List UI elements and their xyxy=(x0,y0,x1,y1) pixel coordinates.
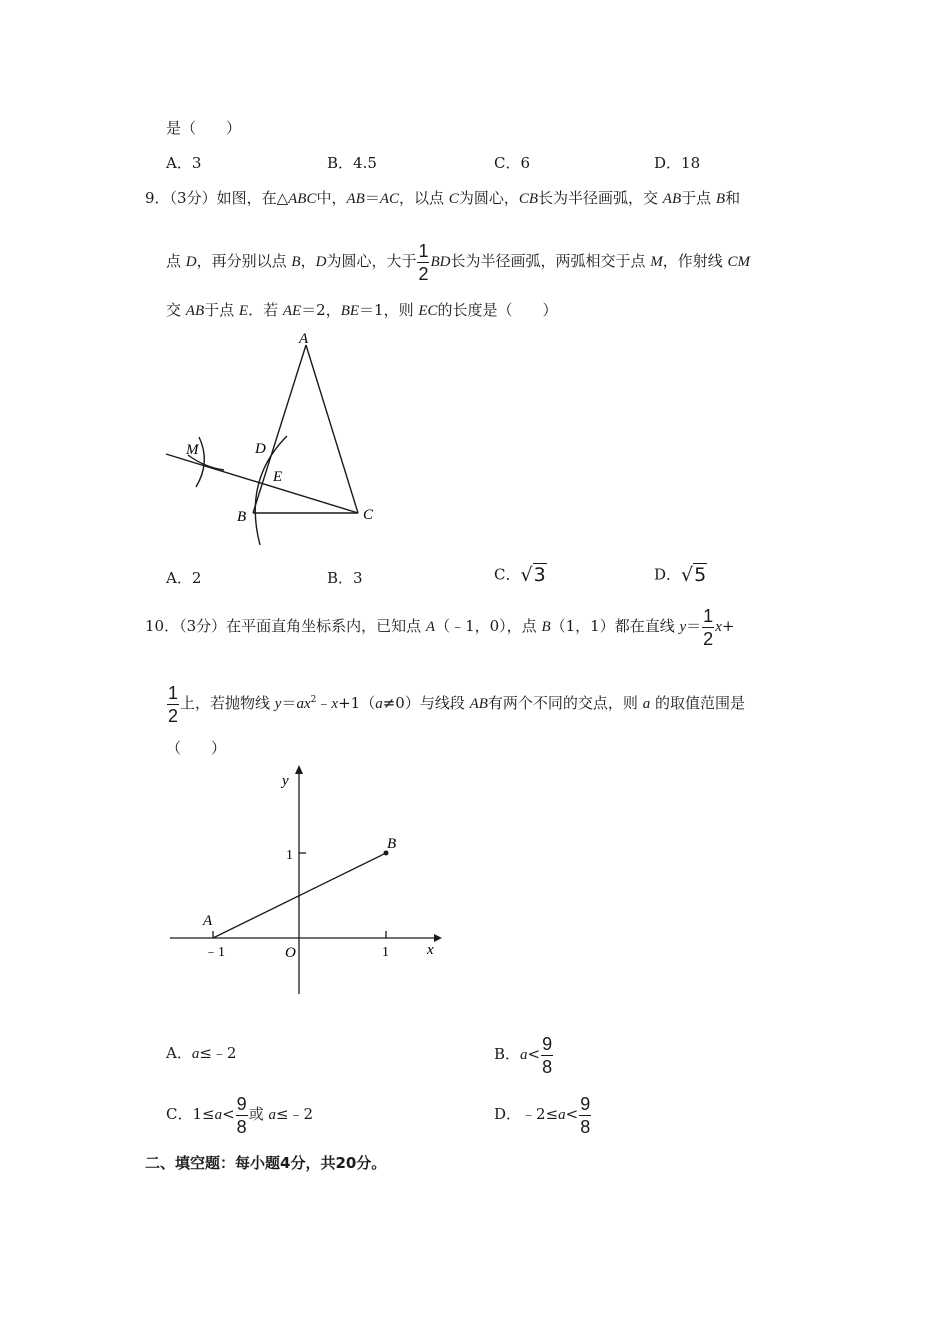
ray-cm xyxy=(166,454,358,513)
q10-option-b: B．a< $\frac{9}{8}$ xyxy=(494,1033,553,1077)
section-2-heading: 二、填空题：每小题4分，共20分。 xyxy=(145,1154,387,1172)
label-b: B xyxy=(237,509,247,525)
x-label: x xyxy=(427,942,434,958)
q8-option-d: D．18 xyxy=(654,154,701,172)
y-tick-1-label: 1 xyxy=(286,848,293,863)
q10-option-d: D．﹣2≤a< $\frac{9}{8}$ xyxy=(494,1093,591,1137)
q10-option-c: C．1≤a< $\frac{9}{8}$ 或 a≤﹣2 xyxy=(166,1093,314,1137)
x-arrow-icon xyxy=(434,934,442,942)
q9-option-c: C．√3 xyxy=(494,564,546,586)
origin-label: O xyxy=(285,945,296,961)
q10-coordinate-graph xyxy=(0,760,950,1010)
q10-line2: $\frac{1}{2}$ 上，若抛物线 $y=ax^2﹣x+1(a\ne 0)$与线段 AB有两个不同的交点，则 a 的取值范围是 xyxy=(168,682,745,726)
q10-line1: 10．（3分）在平面直角坐标系内，已知点 A（﹣1，0），点 B（1，1）都在直线 y＝ $\frac{1}{2}$ x+ xyxy=(145,605,735,649)
q9-option-d: D．√5 xyxy=(654,564,707,586)
q9-triangle-figure xyxy=(0,0,950,600)
q10-intercept-fraction: $\frac{1}{2}$ xyxy=(168,682,179,726)
segment-ac xyxy=(306,345,358,513)
label-m: M xyxy=(186,442,199,458)
q9-line3: 交 AB于点 E．若 AE＝2，BE＝1，则 EC的长度是（ ） xyxy=(166,301,558,319)
x-tick-neg1-label: ﹣1 xyxy=(204,945,225,960)
x-tick-1-label: 1 xyxy=(382,945,389,960)
label-a: A xyxy=(299,331,309,347)
q8-option-b: B．4.5 xyxy=(327,154,377,172)
q10-option-a: A．a≤﹣2 xyxy=(166,1044,237,1062)
q8-tail-text: 是（ ） xyxy=(166,119,242,137)
q9-fraction: $\frac{1}{2}$ xyxy=(418,240,429,284)
q9-option-b: B．3 xyxy=(327,569,363,587)
point-b-label: B xyxy=(387,836,397,852)
label-d: D xyxy=(255,441,266,457)
q9-option-a: A．2 xyxy=(166,569,202,587)
q8-option-a: A．3 xyxy=(166,154,202,172)
label-c: C xyxy=(363,507,374,523)
q10-line3: （ ） xyxy=(166,739,227,757)
point-a-label: A xyxy=(203,913,213,929)
q8-option-c: C．6 xyxy=(494,154,531,172)
label-e: E xyxy=(273,469,283,485)
segment-ab xyxy=(253,345,306,513)
y-label: y xyxy=(282,773,289,789)
q9-line2: 点 D，再分别以点 B，D为圆心，大于 $\frac{1}{2}$ BD长为半径画弧，两弧相交于点 M，作射线 CM xyxy=(166,240,751,284)
q10-line-slope-fraction: $\frac{1}{2}$ xyxy=(703,605,714,649)
q9-line1: 9．（3分）如图，在△ABC中，AB＝AC，以点 C为圆心，CB长为半径画弧，交 AB于点 B和 xyxy=(145,189,741,207)
y-arrow-icon xyxy=(295,765,303,774)
